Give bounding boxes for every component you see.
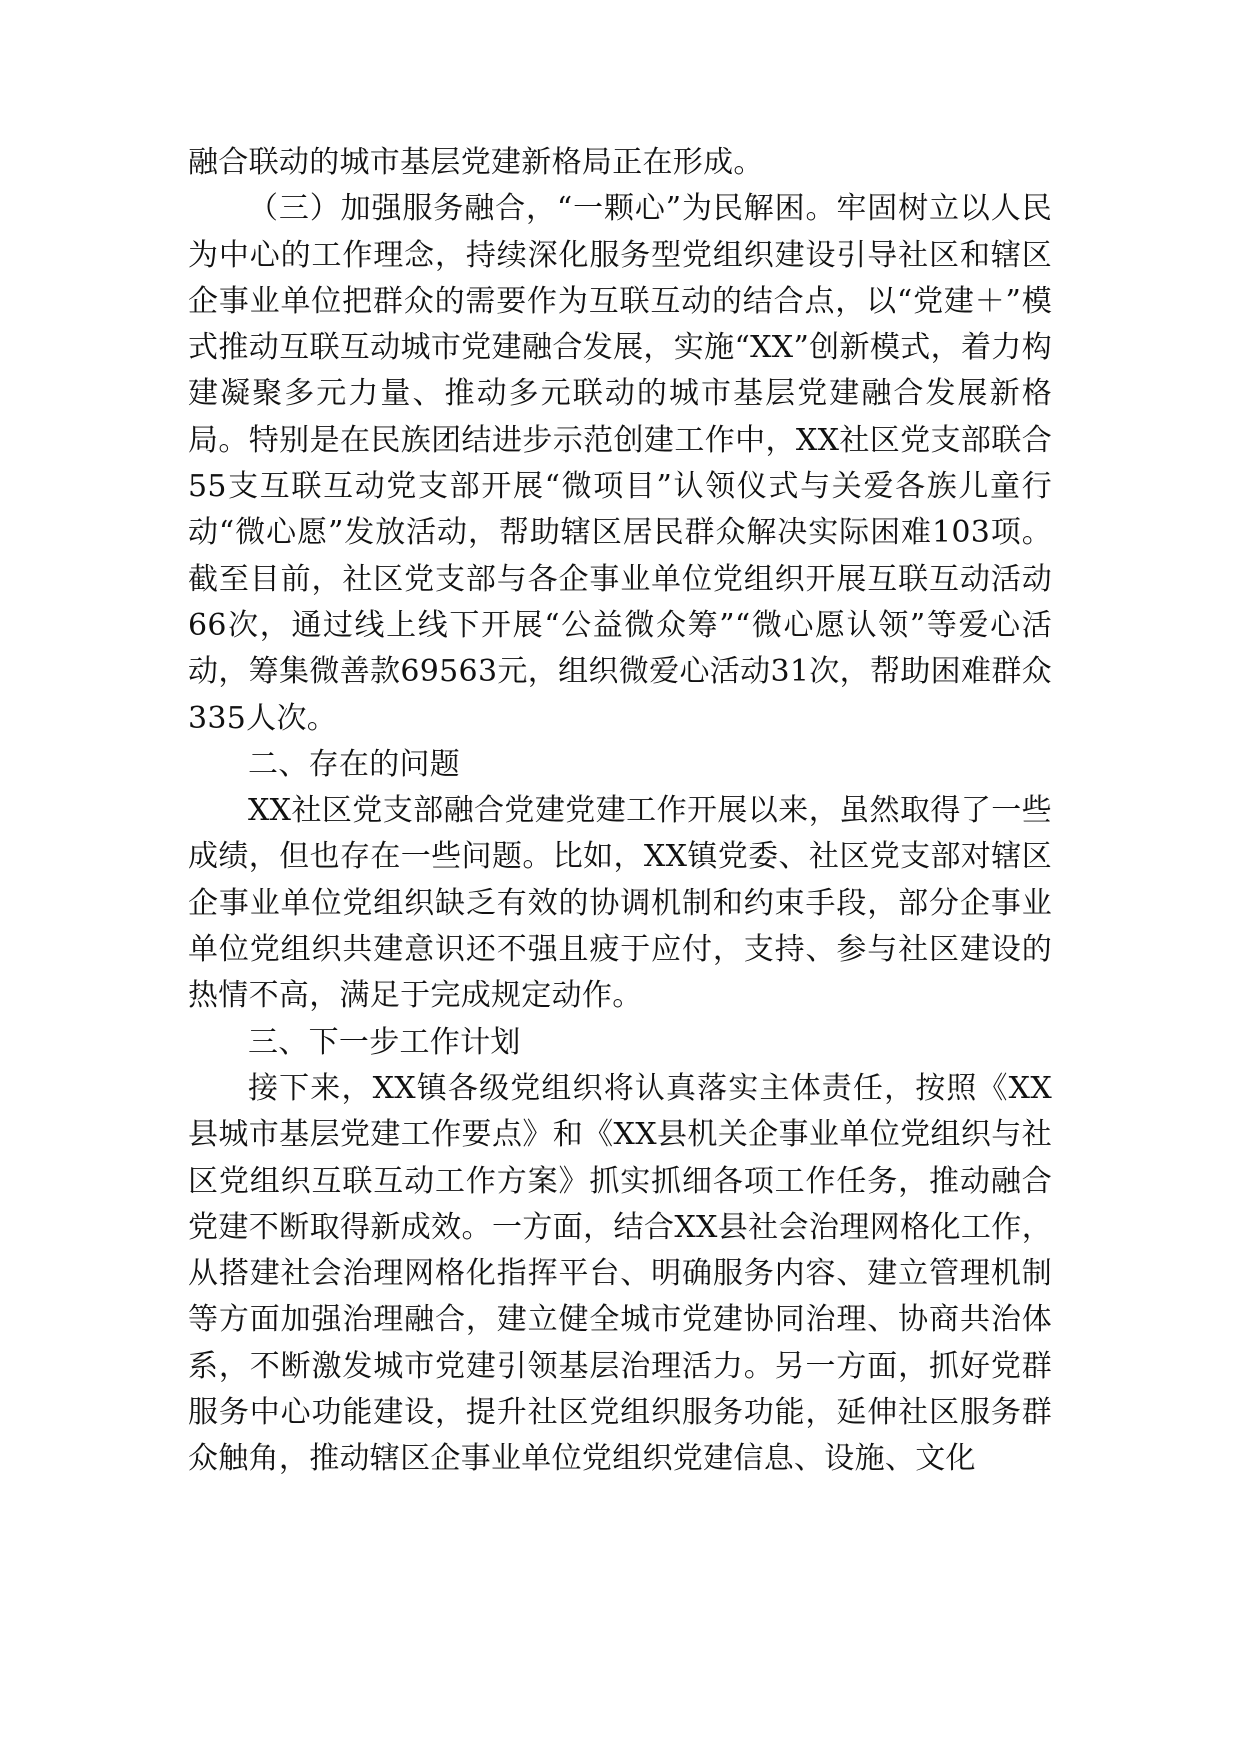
paragraph-next-steps: 接下来，XX镇各级党组织将认真落实主体责任，按照《XX县城市基层党建工作要点》和《XX县机关企事业单位党组织与社区党组织互联互动工作方案》抓实抓细各项工作任务，推动融合党建不断取得新成效。一方面，结合XX县社会治理网格化工作，从搭建社会治理网格化指挥平台、明确服务内容、建立管理机制等方面加强治理融合，建立健全城市党建协同治理、协商共治体系，不断激发城市党建引领基层治理活力。另一方面，抓好党群服务中心功能建设，提升社区党组织服务功能，延伸社区服务群众触角，推动辖区企事业单位党组织党建信息、设施、文化 xyxy=(188,1070,1052,1477)
section-heading-next-steps: 三、下一步工作计划 xyxy=(248,1024,521,1060)
paragraph-service-integration: （三）加强服务融合，“一颗心”为民解困。牢固树立以人民为中心的工作理念，持续深化服务型党组织建设引导社区和辖区企事业单位把群众的需要作为互联互动的结合点，以“党建＋”模式推动互联互动城市党建融合发展，实施“XX”创新模式，着力构建凝聚多元力量、推动多元联动的城市基层党建融合发展新格局。特别是在民族团结进步示范创建工作中，XX社区党支部联合55支互联互动党支部开展“微项目”认领仪式与关爱各族儿童行动“微心愿”发放活动，帮助辖区居民群众解决实际困难103项。截至目前，社区党支部与各企事业单位党组织开展互联互动活动66次，通过线上线下开展“公益微众筹”“微心愿认领”等爱心活动，筹集微善款69563元，组织微爱心活动31次，帮助困难群众335人次。 xyxy=(188,191,1052,736)
paragraph-continuation: 融合联动的城市基层党建新格局正在形成。 xyxy=(188,145,764,180)
paragraph-problems: XX社区党支部融合党建党建工作开展以来，虽然取得了一些成绩，但也存在一些问题。比如，XX镇党委、社区党支部对辖区企事业单位党组织缺乏有效的协调机制和约束手段，部分企事业单位党组织共建意识还不强且疲于应付，支持、参与社区建设的热情不高，满足于完成规定动作。 xyxy=(188,793,1052,1014)
section-heading-problems: 二、存在的问题 xyxy=(248,746,461,782)
document-page xyxy=(188,140,1052,1483)
